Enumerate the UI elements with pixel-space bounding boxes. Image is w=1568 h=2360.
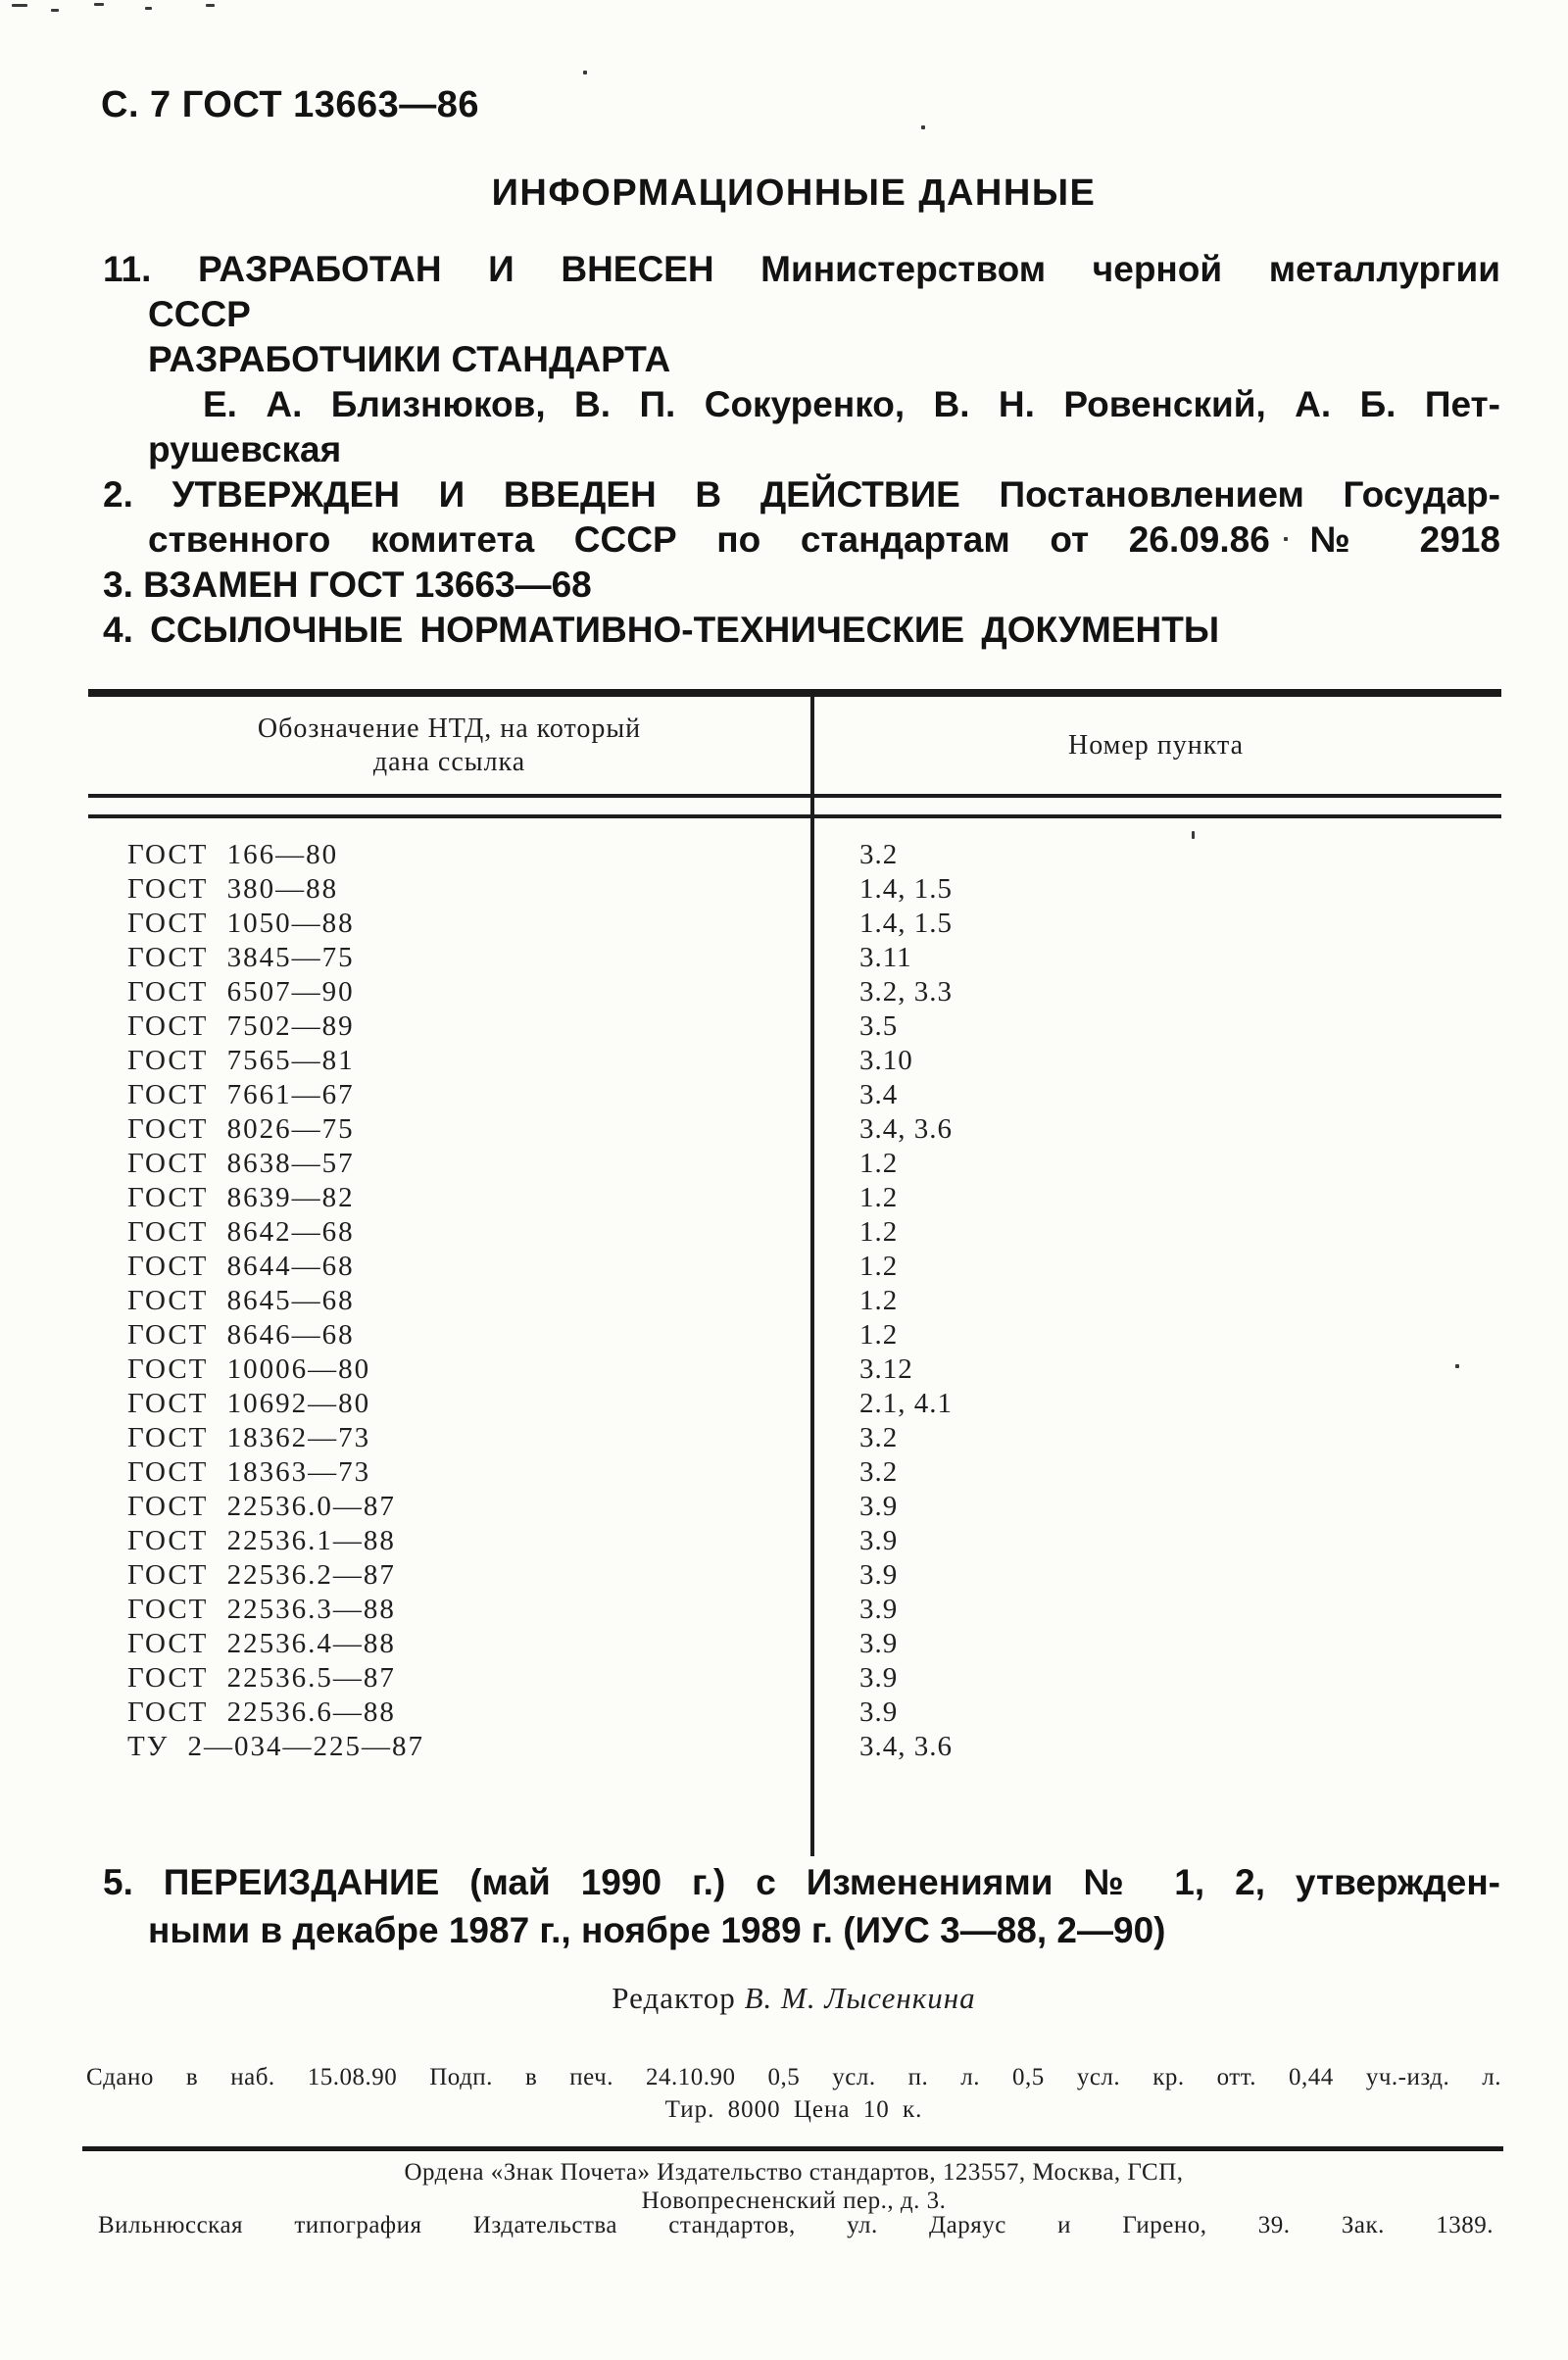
- table-header-separator-rule-2: [88, 814, 1501, 818]
- table-row: [88, 1044, 1501, 1078]
- scan-noise-mark: [145, 7, 152, 10]
- table-cell-point-number: 1.2: [859, 1148, 899, 1179]
- table-cell-point-number: 3.11: [859, 942, 912, 973]
- table-cell-ntd-reference: ГОСТ 6507—90: [127, 976, 355, 1008]
- table-row: [88, 1455, 1501, 1490]
- table-cell-point-number: 3.4: [859, 1079, 899, 1110]
- table-cell-point-number: 3.10: [859, 1045, 913, 1076]
- table-row: [88, 975, 1501, 1009]
- table-row: [88, 838, 1501, 872]
- table-cell-ntd-reference: ГОСТ 18362—73: [127, 1422, 371, 1453]
- table-cell-ntd-reference: ГОСТ 22536.3—88: [127, 1594, 396, 1625]
- info-item-3: 3. ВЗАМЕН ГОСТ 13663—68: [103, 565, 592, 605]
- table-row: [88, 1730, 1501, 1764]
- editor-credit: [88, 1981, 1499, 2016]
- table-header-row: [88, 697, 1501, 794]
- table-cell-ntd-reference: ГОСТ 380—88: [127, 873, 339, 905]
- info-item-1-line-5: рушевская: [148, 429, 342, 469]
- section-title: ИНФОРМАЦИОННЫЕ ДАННЫЕ: [491, 172, 1097, 214]
- table-cell-ntd-reference: ТУ 2—034—225—87: [127, 1731, 424, 1762]
- info-item-2-line-2: ственного комитета СССР по стандартам от 26.09.86 № 2918: [148, 519, 1500, 560]
- table-cell-point-number: 1.2: [859, 1285, 899, 1316]
- editor-label: Редактор: [612, 1981, 736, 2015]
- table-row: [88, 1490, 1501, 1524]
- table-row: [88, 1696, 1501, 1730]
- table-row: [88, 941, 1501, 975]
- info-item-1-line-3: РАЗРАБОТЧИКИ СТАНДАРТА: [148, 339, 671, 379]
- scan-noise-mark: [206, 4, 215, 7]
- table-header-ntd-designation: [88, 697, 810, 794]
- table-cell-ntd-reference: ГОСТ 10006—80: [127, 1353, 371, 1385]
- table-cell-ntd-reference: ГОСТ 22536.4—88: [127, 1628, 396, 1659]
- table-header-separator-rule-1: [88, 794, 1501, 798]
- table-cell-ntd-reference: ГОСТ 8646—68: [127, 1319, 355, 1351]
- table-row: [88, 1181, 1501, 1215]
- referenced-standards-table: [88, 689, 1501, 1860]
- table-cell-point-number: 3.4, 3.6: [859, 1113, 953, 1145]
- table-row: [88, 1524, 1501, 1558]
- table-cell-ntd-reference: ГОСТ 1050—88: [127, 908, 355, 939]
- table-cell-ntd-reference: ГОСТ 7502—89: [127, 1010, 355, 1042]
- table-row: [88, 1078, 1501, 1112]
- table-cell-point-number: 3.9: [859, 1525, 899, 1556]
- imprint-typesetting-line: Сдано в наб. 15.08.90 Подп. в печ. 24.10.90 0,5 усл. п. л. 0,5 усл. кр. отт. 0,44 уч.-изд. л.: [86, 2064, 1501, 2090]
- table-row: [88, 1421, 1501, 1455]
- info-item-5-line-2: ными в декабре 1987 г., ноябре 1989 г. (ИУС 3—88, 2—90): [148, 1910, 1166, 1950]
- table-row: [88, 1593, 1501, 1627]
- table-row: [88, 907, 1501, 941]
- printer-line: Вильнюсская типография Издательства стандартов, ул. Даряус и Гирено, 39. Зак. 1389.: [98, 2212, 1494, 2238]
- table-cell-point-number: 1.4, 1.5: [859, 873, 953, 905]
- table-cell-point-number: 1.2: [859, 1216, 899, 1248]
- table-row: [88, 1318, 1501, 1352]
- table-cell-ntd-reference: ГОСТ 22536.0—87: [127, 1491, 396, 1522]
- table-cell-ntd-reference: ГОСТ 7661—67: [127, 1079, 355, 1110]
- table-header-ntd-line-2: дана ссылка: [372, 746, 526, 777]
- table-cell-point-number: 3.2: [859, 1422, 899, 1453]
- table-cell-point-number: 3.9: [859, 1491, 899, 1522]
- imprint-divider-rule: [82, 2146, 1503, 2151]
- table-row: [88, 1009, 1501, 1044]
- publisher-line-1: Ордена «Знак Почета» Издательство стандартов, 123557, Москва, ГСП,: [404, 2159, 1184, 2186]
- table-row: [88, 1387, 1501, 1421]
- table-row: [88, 1558, 1501, 1593]
- info-item-1-line-1: 11. РАЗРАБОТАН И ВНЕСЕН Министерством черной металлургии: [103, 249, 1500, 289]
- table-row: [88, 1250, 1501, 1284]
- table-cell-ntd-reference: ГОСТ 8026—75: [127, 1113, 355, 1145]
- table-body: [88, 838, 1501, 1764]
- table-cell-ntd-reference: ГОСТ 22536.2—87: [127, 1559, 396, 1591]
- table-cell-point-number: 3.5: [859, 1010, 899, 1042]
- table-row: [88, 1661, 1501, 1696]
- table-cell-ntd-reference: ГОСТ 22536.5—87: [127, 1662, 396, 1694]
- table-header-point-number: Номер пункта: [1067, 729, 1245, 761]
- info-item-2-line-1: 2. УТВЕРЖДЕН И ВВЕДЕН В ДЕЙСТВИЕ Постановлением Государ-: [103, 474, 1500, 515]
- table-cell-ntd-reference: ГОСТ 7565—81: [127, 1045, 355, 1076]
- table-header-ntd-line-1: Обозначение НТД, на который: [257, 713, 642, 744]
- table-cell-ntd-reference: ГОСТ 3845—75: [127, 942, 355, 973]
- info-item-5: [103, 1858, 1500, 1954]
- table-cell-point-number: 3.9: [859, 1594, 899, 1625]
- table-row: [88, 1352, 1501, 1387]
- table-cell-point-number: 1.2: [859, 1319, 899, 1351]
- table-row: [88, 1215, 1501, 1250]
- table-cell-point-number: 3.9: [859, 1559, 899, 1591]
- table-cell-point-number: 3.9: [859, 1662, 899, 1694]
- table-cell-point-number: 2.1, 4.1: [859, 1388, 953, 1419]
- scan-noise-mark: [12, 4, 27, 7]
- table-cell-point-number: 1.4, 1.5: [859, 908, 953, 939]
- table-cell-point-number: 1.2: [859, 1182, 899, 1213]
- table-cell-point-number: 3.4, 3.6: [859, 1731, 953, 1762]
- editor-name: В. М. Лысенкина: [744, 1981, 976, 2015]
- table-cell-ntd-reference: ГОСТ 8639—82: [127, 1182, 355, 1213]
- table-cell-ntd-reference: ГОСТ 8645—68: [127, 1285, 355, 1316]
- scan-noise-mark: [583, 71, 587, 74]
- table-cell-ntd-reference: ГОСТ 166—80: [127, 839, 339, 870]
- info-items-list: [103, 247, 1500, 653]
- table-cell-point-number: 3.9: [859, 1628, 899, 1659]
- info-item-1-line-4: Е. А. Близнюков, В. П. Сокуренко, В. Н. Ровенский, А. Б. Пет-: [203, 384, 1500, 424]
- table-cell-ntd-reference: ГОСТ 8642—68: [127, 1216, 355, 1248]
- scan-noise-mark: [921, 125, 925, 129]
- table-row: [88, 872, 1501, 907]
- table-top-rule: [88, 689, 1501, 697]
- table-row: [88, 1112, 1501, 1147]
- table-row: [88, 1284, 1501, 1318]
- imprint-print-run-line: Тир. 8000 Цена 10 к.: [664, 2096, 923, 2123]
- table-cell-point-number: 1.2: [859, 1251, 899, 1282]
- info-item-5-line-1: 5. ПЕРЕИЗДАНИЕ (май 1990 г.) с Изменениями № 1, 2, утвержден-: [103, 1862, 1500, 1902]
- scan-noise-mark: [51, 9, 59, 12]
- table-cell-point-number: 3.12: [859, 1353, 913, 1385]
- page-header-label: С. 7 ГОСТ 13663—86: [101, 84, 480, 125]
- table-cell-ntd-reference: ГОСТ 22536.1—88: [127, 1525, 396, 1556]
- table-cell-point-number: 3.2, 3.3: [859, 976, 953, 1008]
- info-item-4: 4. ССЫЛОЧНЫЕ НОРМАТИВНО-ТЕХНИЧЕСКИЕ ДОКУМЕНТЫ: [103, 610, 1220, 650]
- table-row: [88, 1627, 1501, 1661]
- publisher-line-2: Новопресненский пер., д. 3.: [641, 2188, 947, 2214]
- table-cell-ntd-reference: ГОСТ 10692—80: [127, 1388, 371, 1419]
- table-cell-ntd-reference: ГОСТ 22536.6—88: [127, 1696, 396, 1728]
- info-item-1-line-2: СССР: [148, 294, 251, 334]
- table-cell-ntd-reference: ГОСТ 8638—57: [127, 1148, 355, 1179]
- table-row: [88, 1147, 1501, 1181]
- table-cell-ntd-reference: ГОСТ 8644—68: [127, 1251, 355, 1282]
- scan-noise-mark: [94, 3, 104, 6]
- table-cell-ntd-reference: ГОСТ 18363—73: [127, 1456, 371, 1488]
- table-cell-point-number: 3.9: [859, 1696, 899, 1728]
- table-cell-point-number: 3.2: [859, 1456, 899, 1488]
- table-cell-point-number: 3.2: [859, 839, 899, 870]
